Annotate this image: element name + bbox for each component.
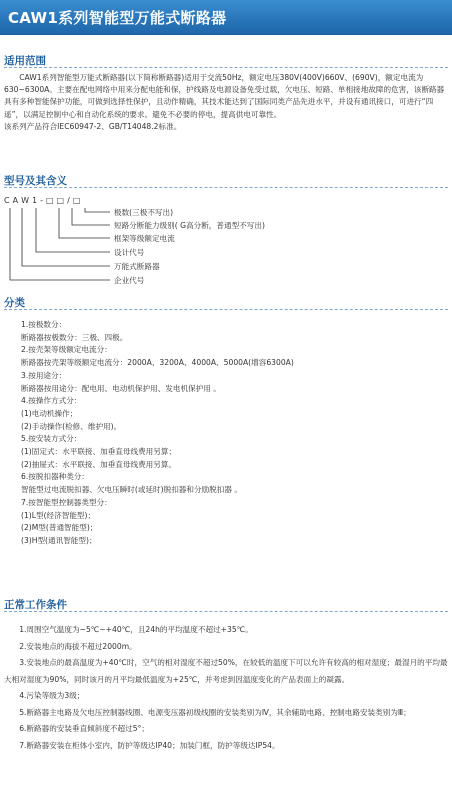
- list-item: 3.安装地点的最高温度为+40℃时，空气的相对湿度不超过50%，在较低的温度下可以允许有较高的相对湿度；最湿月的平均最大相对湿度为90%，同时该月的月平均最低温度为+25℃，并考虑到因温度变化的产品表面上的凝露。: [4, 658, 448, 684]
- page-banner: [0, 0, 452, 35]
- model-code-diagram: [0, 200, 452, 290]
- code-part: /: [67, 196, 70, 205]
- model-label-company: 企业代号: [114, 276, 145, 285]
- section-divider: [4, 187, 448, 188]
- scope-text: [4, 72, 446, 133]
- model-label-current: 框架等级额定电流: [114, 234, 175, 243]
- list-item: (3)H型(通讯智能型)；: [21, 535, 97, 545]
- code-part: A: [12, 196, 19, 205]
- list-item: 5.按安装方式分：: [21, 434, 82, 444]
- list-item: 3.按用途分：: [21, 370, 67, 380]
- code-part: 1: [32, 196, 38, 205]
- list-item: 2.安装地点的海拔不超过2000m。: [19, 641, 137, 651]
- leader-line-design: [36, 208, 110, 252]
- list-item: 7.断路器安装在柜体小室内，防护等级达IP40；加装门框，防护等级达IP54。: [19, 740, 280, 750]
- leader-line-breaking: [72, 208, 110, 225]
- list-item: 1.周围空气温度为−5℃~+40℃，且24h的平均温度不超过+35℃。: [19, 625, 253, 634]
- list-item: 7.按智能型控制器类型分：: [21, 497, 112, 507]
- list-item: (2)M型(普通智能型)；: [21, 523, 98, 533]
- section-title-model: 型号及其含义: [4, 175, 67, 187]
- list-item: 4.污染等级为3级；: [19, 691, 85, 700]
- list-item: 断路器按壳架等级额定电流分：2000A、3200A、4000A、5000A(增容6300A): [21, 358, 294, 368]
- list-item: 智能型过电流脱扣器、欠电压瞬时(或延时)脱扣器和分励脱扣器 。: [21, 485, 242, 495]
- section-divider: [4, 309, 448, 310]
- classification-list: [21, 319, 446, 548]
- model-label-breaker: 万能式断路器: [114, 262, 160, 271]
- leader-line-current: [59, 208, 110, 238]
- code-part: W: [21, 196, 29, 205]
- page-title: CAW1系列智能型万能式断路器: [8, 9, 227, 27]
- model-label-breaking: 短路分断能力级别( G高分断，普通型不写出): [114, 221, 265, 230]
- leader-line-poles: [85, 208, 110, 212]
- code-part: C: [4, 196, 10, 205]
- code-part: □: [45, 196, 54, 205]
- list-item: 2.按壳架等级额定电流分：: [21, 345, 112, 355]
- section-divider: [4, 67, 448, 68]
- model-label-poles: 极数(三极不写出): [114, 208, 174, 217]
- section-title-scope: 适用范围: [4, 55, 46, 67]
- list-item: 1.按极数分：: [21, 320, 67, 329]
- leader-line-breaker: [22, 208, 110, 266]
- list-item: (2)抽屉式：水平联接、加垂直母线费用另算。: [21, 459, 177, 469]
- conditions-list: [4, 622, 448, 754]
- code-part: -: [40, 196, 43, 205]
- model-label-design: 设计代号: [114, 248, 145, 257]
- code-part: □: [72, 196, 81, 205]
- list-item: (1)固定式：水平联接、加垂直母线费用另算；: [21, 447, 177, 457]
- list-item: (1)电动机操作；: [21, 408, 78, 418]
- section-divider: [4, 611, 448, 612]
- section-title-classification: 分类: [4, 297, 25, 309]
- list-item: 4.按操作方式分：: [21, 396, 82, 406]
- list-item: 断路器按极数分：三极、四极。: [21, 332, 128, 342]
- code-part: □: [56, 196, 65, 205]
- section-title-conditions: 正常工作条件: [4, 599, 67, 611]
- list-item: (1)L型(经济智能型)；: [21, 510, 96, 520]
- list-item: 6.按脱扣器种类分：: [21, 472, 89, 482]
- scope-paragraph: CAW1系列智能型万能式断路器(以下简称断路器)适用于交流50Hz，额定电压380V(400V)660V、(690V)，额定电流为630~6300A。主要在配电网络中用来分配电能和保，护线路及电源设备免受过载，欠电压、短路、单相接地故障的危害，该断路器具有多种智能保护功能，可做到选择性保护，且动作精确，其技术能达到了国际同类产品先进水平，并设有通讯接口，可进行“四遥”，以满足控制中心和自动化系统的要求。避免不必要的停电，提高供电可靠性。: [4, 73, 445, 119]
- scope-standard: 该系列产品符合IEC60947-2、GB/T14048.2标准。: [4, 121, 182, 131]
- list-item: 5.断路器主电路及欠电压控制器线圈、电源变压器初级线圈的安装类别为Ⅳ，其余辅助电路、控制电路安装类别为Ⅲ；: [19, 707, 411, 717]
- list-item: (2)手动操作(检修、维护用)。: [21, 421, 122, 431]
- list-item: 6.断路器的安装垂直倾斜度不超过5°；: [19, 724, 149, 733]
- list-item: 断路器按用途分：配电用、电动机保护用、发电机保护用 。: [21, 383, 221, 393]
- leader-line-company: [10, 208, 110, 280]
